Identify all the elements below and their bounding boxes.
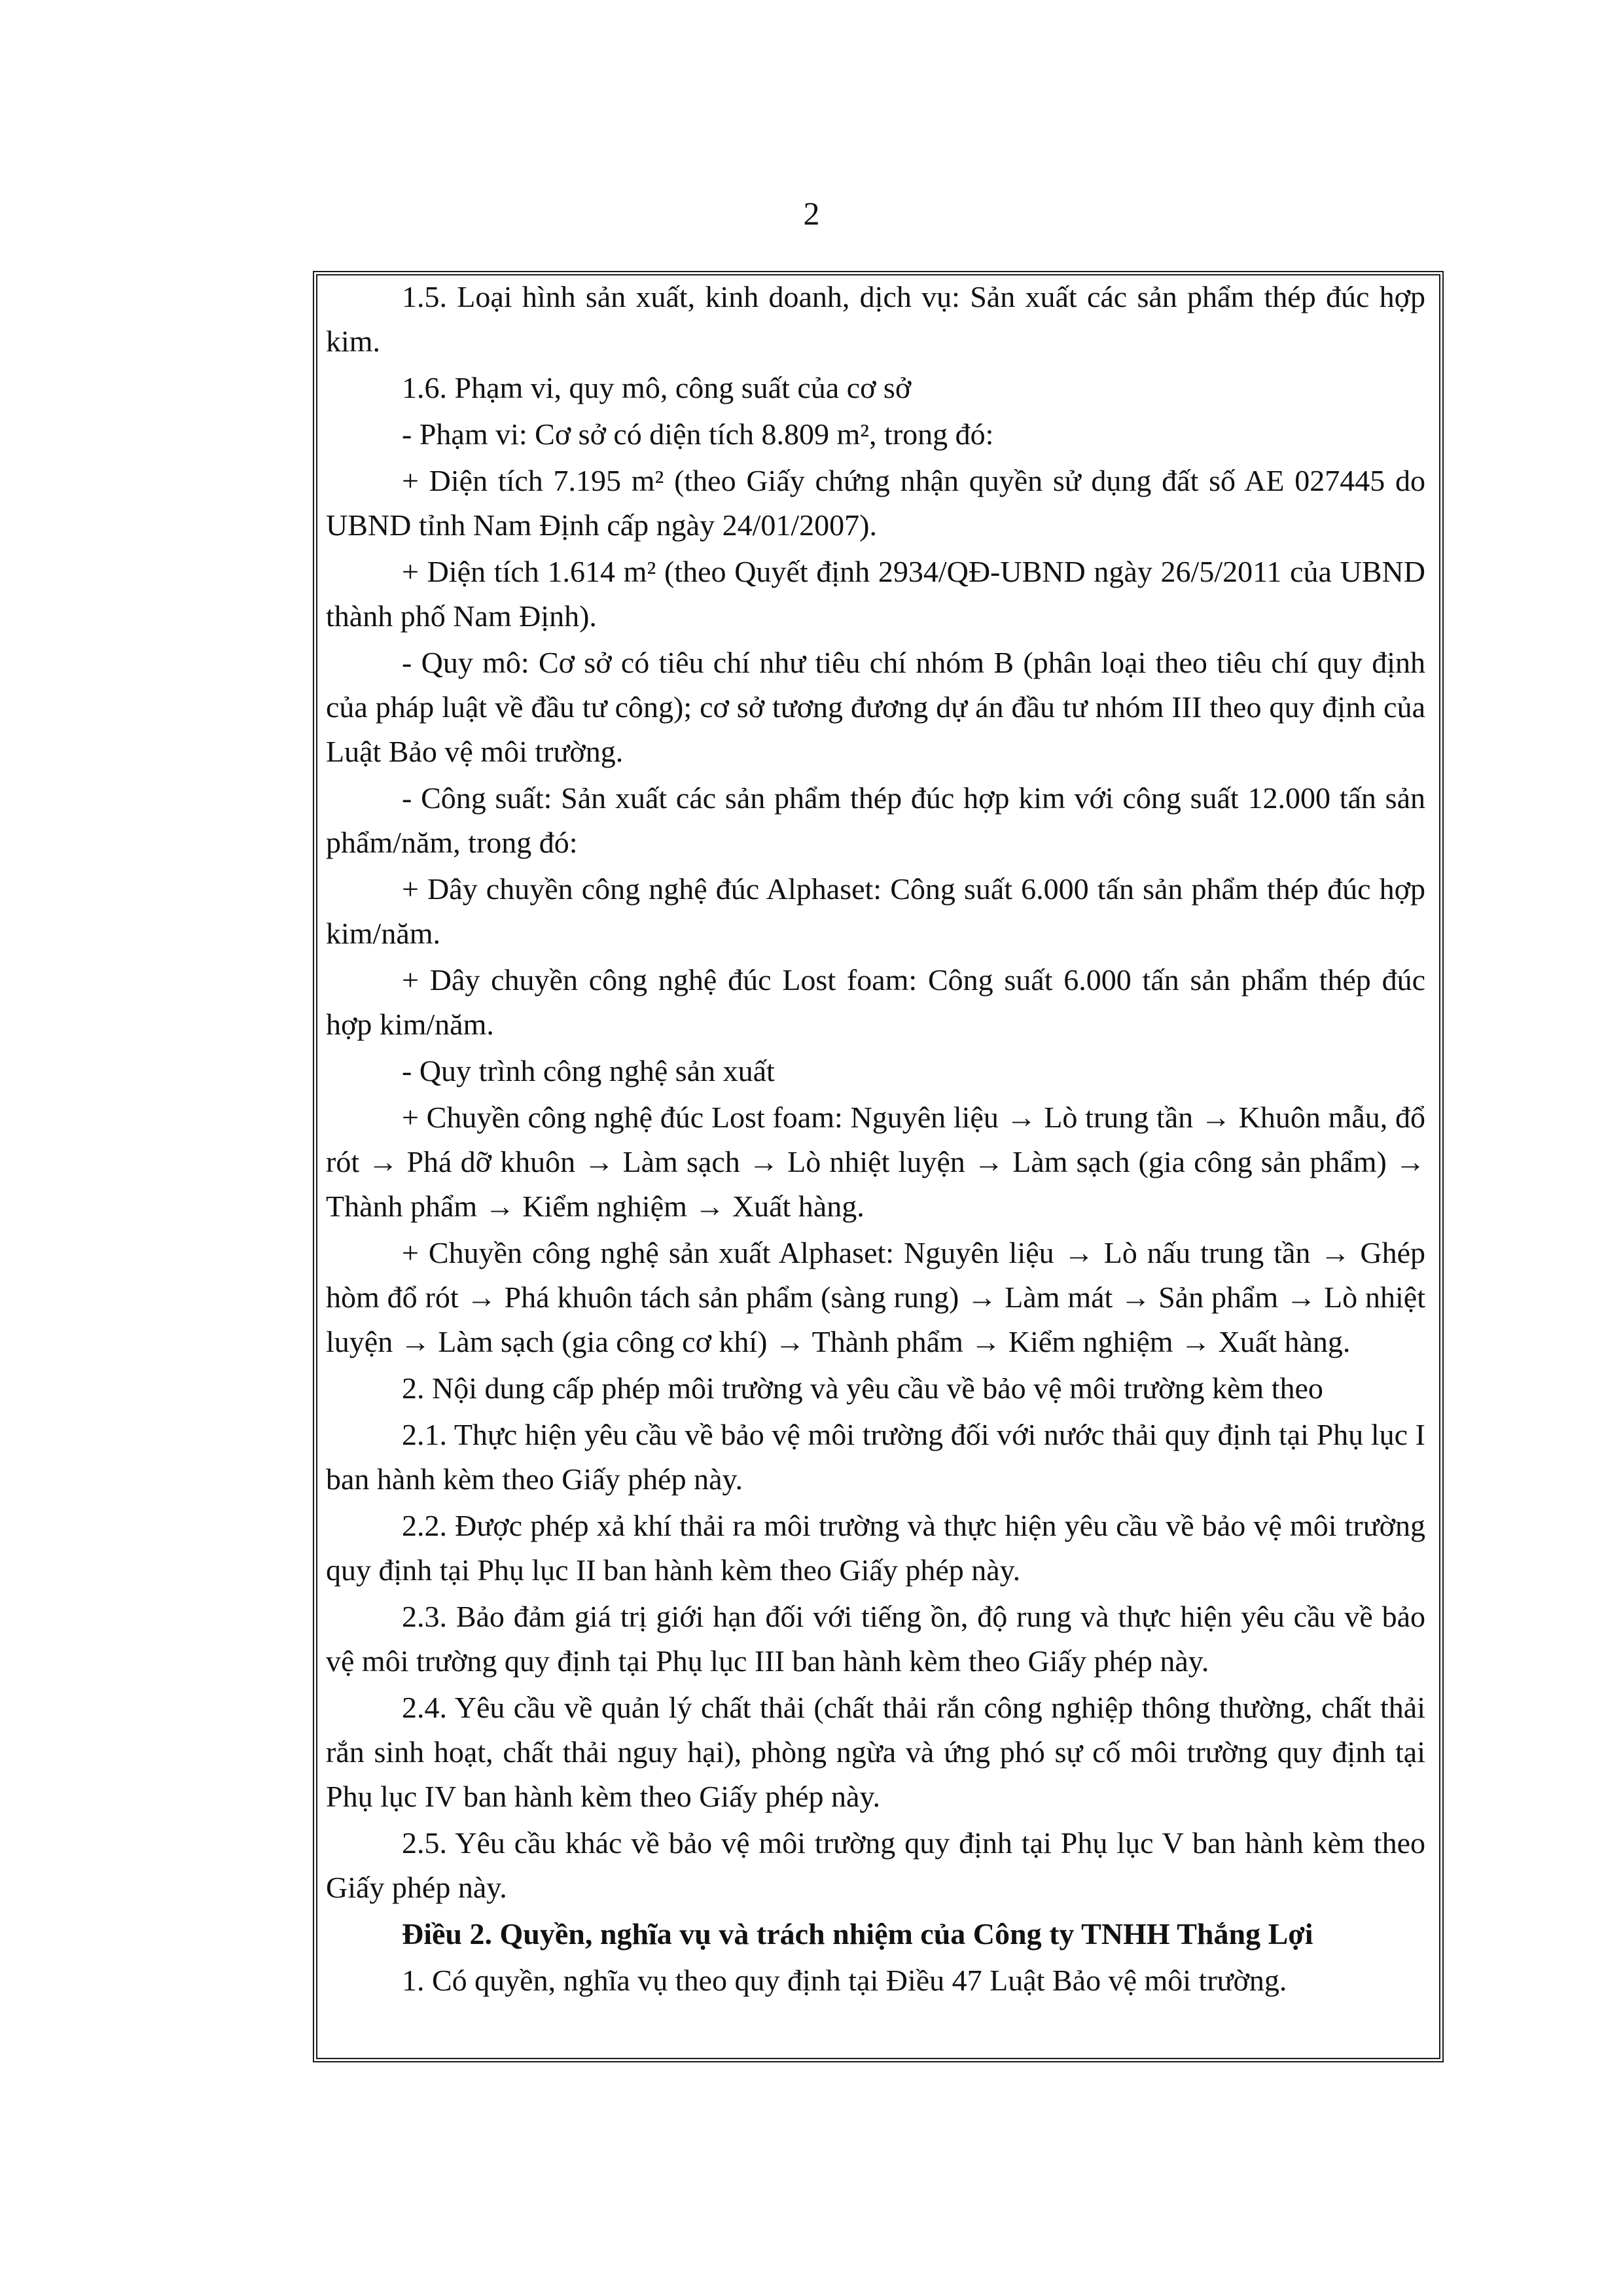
paragraph-2-4-waste-management: 2.4. Yêu cầu về quản lý chất thải (chất thải rắn công nghiệp thông thường, chất thải rắn sinh hoạt, chất thải nguy hại), phòng ngừa và ứng phó sự cố môi trường quy định tại Phụ lục IV ban hành kèm theo Giấy phép này. — [326, 1691, 1425, 1813]
paragraph-2-2-emissions: 2.2. Được phép xả khí thải ra môi trường và thực hiện yêu cầu về bảo vệ môi trường quy định tại Phụ lục II ban hành kèm theo Giấy phép này. — [326, 1509, 1425, 1587]
paragraph-capacity: - Công suất: Sản xuất các sản phẩm thép đúc hợp kim với công suất 12.000 tấn sản phẩm/năm, trong đó: — [326, 781, 1425, 859]
paragraph-area-land-certificate: + Diện tích 7.195 m² (theo Giấy chứng nhận quyền sử dụng đất số AE 027445 do UBND tỉnh Nam Định cấp ngày 24/01/2007). — [326, 464, 1425, 542]
paragraph-2-1-wastewater: 2.1. Thực hiện yêu cầu về bảo vệ môi trường đối với nước thải quy định tại Phụ lục I ban hành kèm theo Giấy phép này. — [326, 1418, 1425, 1496]
paragraph-scale: - Quy mô: Cơ sở có tiêu chí như tiêu chí nhóm B (phân loại theo tiêu chí quy định của pháp luật về đầu tư công); cơ sở tương đương dự án đầu tư nhóm III theo quy định của Luật Bảo vệ môi trường. — [326, 646, 1425, 768]
paragraph-article-2-item-1: 1. Có quyền, nghĩa vụ theo quy định tại Điều 47 Luật Bảo vệ môi trường. — [402, 1964, 1287, 1997]
page-number: 2 — [803, 195, 820, 232]
paragraph-2-5-other-requirements: 2.5. Yêu cầu khác về bảo vệ môi trường quy định tại Phụ lục V ban hành kèm theo Giấy phép này. — [326, 1826, 1425, 1904]
paragraph-2-3-noise-vibration: 2.3. Bảo đảm giá trị giới hạn đối với tiếng ồn, độ rung và thực hiện yêu cầu về bảo vệ môi trường quy định tại Phụ lục III ban hành kèm theo Giấy phép này. — [326, 1600, 1425, 1678]
paragraph-1-5-business-type: 1.5. Loại hình sản xuất, kinh doanh, dịch vụ: Sản xuất các sản phẩm thép đúc hợp kim. — [326, 280, 1425, 358]
article-2-heading: Điều 2. Quyền, nghĩa vụ và trách nhiệm của Công ty TNHH Thắng Lợi — [402, 1917, 1313, 1951]
paragraph-area-decision: + Diện tích 1.614 m² (theo Quyết định 2934/QĐ-UBND ngày 26/5/2011 của UBND thành phố Nam Định). — [326, 555, 1425, 633]
paragraph-process-heading: - Quy trình công nghệ sản xuất — [402, 1054, 775, 1087]
paragraph-1-6-scope-heading: 1.6. Phạm vi, quy mô, công suất của cơ sở — [402, 371, 912, 404]
paragraph-scope-area: - Phạm vi: Cơ sở có diện tích 8.809 m², trong đó: — [402, 417, 994, 451]
document-body — [326, 275, 1425, 2005]
paragraph-lost-foam-process: + Chuyền công nghệ đúc Lost foam: Nguyên liệu → Lò trung tần → Khuôn mẫu, đổ rót → Phá dỡ khuôn → Làm sạch → Lò nhiệt luyện → Làm sạch (gia công sản phẩm) → Thành phẩm → Kiểm nghiệm → Xuất hàng. — [326, 1101, 1425, 1223]
paragraph-2-permit-content: 2. Nội dung cấp phép môi trường và yêu cầu về bảo vệ môi trường kèm theo — [402, 1371, 1323, 1405]
paragraph-alphaset-line: + Dây chuyền công nghệ đúc Alphaset: Công suất 6.000 tấn sản phẩm thép đúc hợp kim/năm. — [326, 872, 1425, 950]
paragraph-lost-foam-line: + Dây chuyền công nghệ đúc Lost foam: Công suất 6.000 tấn sản phẩm thép đúc hợp kim/năm. — [326, 963, 1425, 1041]
paragraph-alphaset-process: + Chuyền công nghệ sản xuất Alphaset: Nguyên liệu → Lò nấu trung tần → Ghép hòm đổ rót → Phá khuôn tách sản phẩm (sàng rung) → Làm mát → Sản phẩm → Lò nhiệt luyện → Làm sạch (gia công cơ khí) → Thành phẩm → Kiểm nghiệm → Xuất hàng. — [326, 1236, 1425, 1358]
